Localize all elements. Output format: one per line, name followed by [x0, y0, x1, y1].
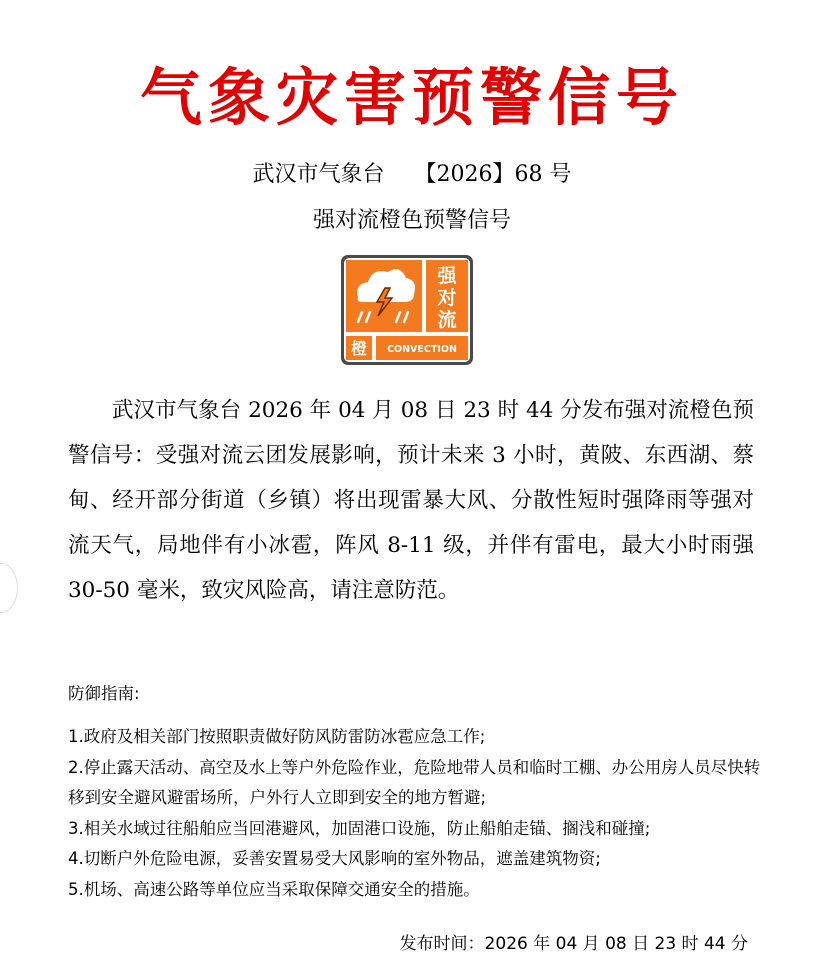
document-title: 气象灾害预警信号: [139, 61, 684, 134]
issuer-name: 武汉市气象台: [252, 162, 385, 187]
icon-side-char-2: 对: [437, 287, 457, 309]
guide-title: 防御指南:: [68, 684, 140, 703]
icon-side-char-1: 强: [437, 265, 457, 287]
document-number: 【2026】68 号: [414, 162, 572, 187]
release-time: 发布时间：2026 年 04 月 08 日 23 时 44 分: [399, 934, 748, 954]
warning-paragraph: 武汉市气象台 2026 年 04 月 08 日 23 时 44 分发布强对流橙色预警信号：受强对流云团发展影响，预计未来 3 小时，黄陂、东西湖、蔡甸、经开部分街道（乡镇）将出现雷暴大风、分散性短时强降雨等强对流天气，局地伴有小冰雹，阵风 8-11 级，并伴有雷电，最大小时雨强 30-50 毫米，致灾风险高，请注意防范。: [68, 398, 754, 603]
guide-item: 4.切断户外危险电源，妥善安置易受大风影响的室外物品，遮盖建筑物资;: [68, 849, 601, 868]
icon-side-char-3: 流: [437, 309, 457, 331]
edge-scroll-handle[interactable]: [0, 563, 18, 613]
issuer-line: [0, 160, 824, 190]
icon-level-label: CONVECTION: [387, 344, 457, 355]
guide-item: 3.相关水域过往船舶应当回港避风，加固港口设施，防止船舶走锚、搁浅和碰撞;: [68, 818, 651, 838]
guide-item: 5.机场、高速公路等单位应当采取保障交通安全的措施。: [68, 879, 480, 899]
guide-list: [68, 722, 768, 905]
signal-name: 强对流橙色预警信号: [312, 208, 511, 233]
orange-convection-warning-icon: [340, 254, 474, 366]
guide-item: 2.停止露天活动、高空及水上等户外危险作业，危险地带人员和临时工棚、办公用房人员尽快转移到安全避风避雷场所，户外行人立即到安全的地方暂避;: [68, 757, 761, 807]
icon-level-char: 橙: [350, 339, 368, 358]
guide-item: 1.政府及相关部门按照职责做好防风防雷防冰雹应急工作;: [68, 727, 486, 746]
